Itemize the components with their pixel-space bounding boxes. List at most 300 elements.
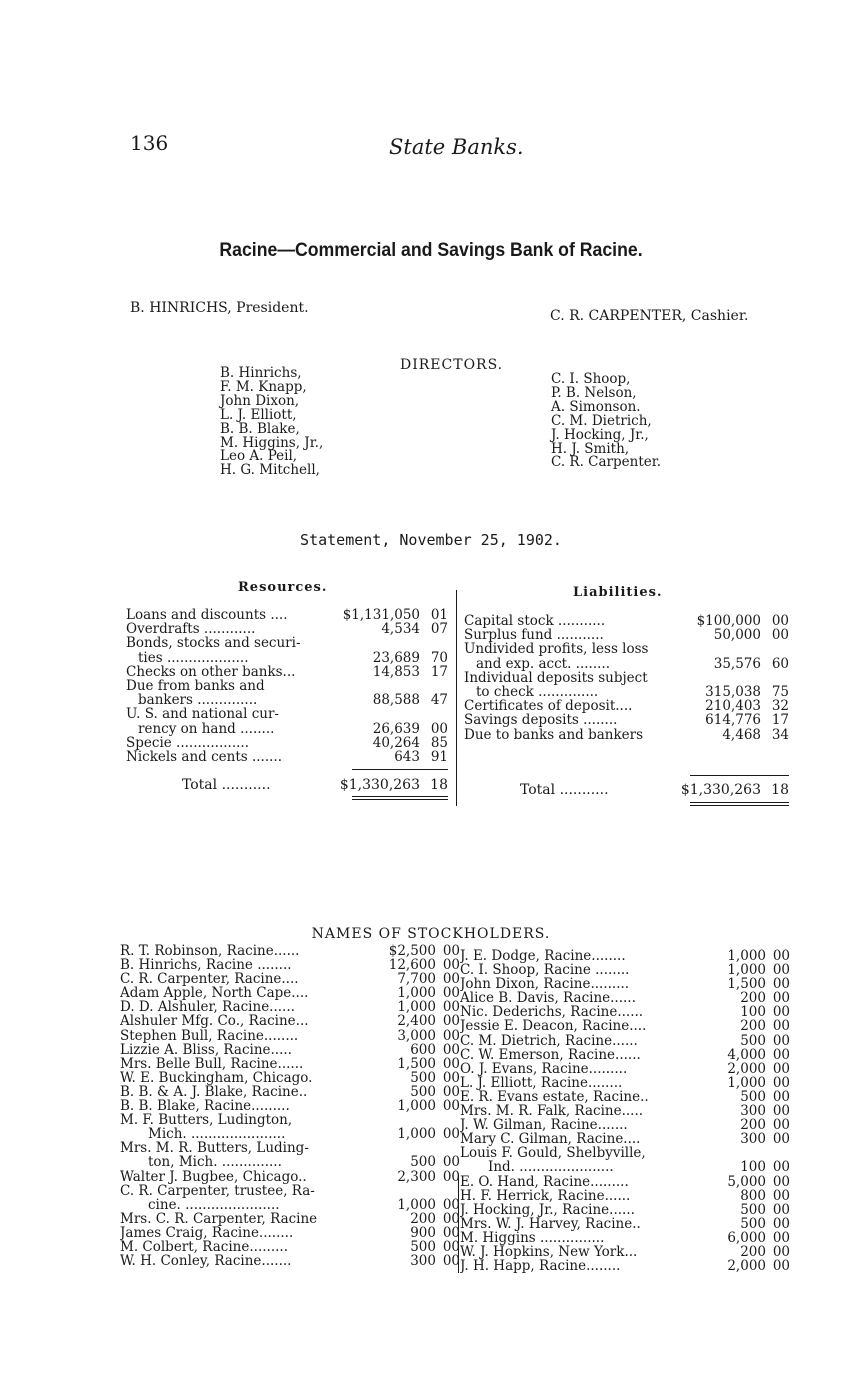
ledger-row (126, 622, 448, 636)
stockholder-cents: 00 (772, 1060, 790, 1077)
stockholder-row (460, 963, 790, 977)
ledger-amount: 23,689 (372, 649, 420, 666)
stockholder-row (120, 1099, 460, 1113)
resources-heading: Resources. (238, 580, 328, 595)
stockholder-name: O. J. Evans, Racine......... (460, 1061, 628, 1076)
stockholder-row (460, 977, 790, 991)
stockholder-amount: 500 (410, 1238, 436, 1255)
ledger-cents: 01 (430, 607, 448, 623)
ledger-cents (761, 642, 789, 656)
ledger-label: Undivided profits, less loss (464, 642, 649, 657)
liabilities-heading: Liabilities. (573, 585, 663, 600)
director-name: B. Hinrichs, (220, 365, 302, 381)
resources-subtotal-rule (352, 769, 448, 770)
ledger-cents: 07 (430, 621, 448, 638)
ledger-amount: 26,639 (372, 720, 420, 737)
stockholder-cents: 00 (442, 943, 460, 959)
ledger-cents: 91 (430, 748, 448, 765)
stockholder-cents (436, 1113, 460, 1127)
ledger-label: Certificates of deposit.... (464, 699, 633, 714)
stockholder-amount: 2,000 (727, 1060, 766, 1077)
stockholder-name: M. Colbert, Racine......... (120, 1239, 288, 1255)
stockholder-amount: 1,000 (397, 985, 436, 1002)
stockholder-cents: 00 (772, 1004, 790, 1021)
ledger-row (126, 651, 448, 665)
stockholder-name: Walter J. Bugbee, Chicago.. (120, 1169, 307, 1184)
ledger-label: Savings deposits ........ (464, 713, 618, 728)
ledger-label: U. S. and national cur- (126, 707, 279, 722)
stockholder-row (460, 1019, 790, 1033)
resources-total-amount: $1,330,263 (339, 777, 420, 793)
stockholder-row (120, 1043, 460, 1057)
stockholder-row (120, 958, 460, 972)
director-name: J. Hocking, Jr., (551, 426, 649, 443)
ledger-amount: 4,468 (722, 726, 761, 743)
stockholder-amount: 2,400 (397, 1013, 436, 1030)
statement-date: Statement, November 25, 1902. (300, 531, 562, 549)
bank-title: Racine—Commercial and Savings Bank of Racine. (219, 240, 643, 261)
stockholder-amount: 200 (740, 990, 766, 1007)
stockholder-row (120, 1254, 460, 1268)
stockholder-name: M. F. Butters, Ludington, (120, 1113, 293, 1128)
stockholder-cents (436, 1141, 460, 1155)
resources-table (126, 608, 448, 764)
stockholder-amount: 4,000 (727, 1046, 766, 1063)
stockholder-name: C. W. Emerson, Racine...... (460, 1047, 641, 1062)
stockholder-amount (374, 1184, 436, 1198)
stockholder-cents: 00 (442, 1083, 460, 1100)
stockholder-amount: 5,000 (727, 1173, 766, 1190)
stockholder-row (120, 1141, 460, 1155)
ledger-amount (324, 707, 420, 721)
director-name: M. Higgins, Jr., (220, 434, 324, 451)
liabilities-total-label: Total ........... (520, 782, 609, 798)
director-name: H. G. Mitchell, (220, 462, 320, 479)
stockholder-amount: 100 (740, 1004, 766, 1021)
stockholder-row (120, 986, 460, 1000)
stockholder-amount: 300 (410, 1253, 436, 1270)
ledger-row (464, 614, 789, 628)
page-number: 136 (130, 131, 169, 155)
ledger-amount: 40,264 (372, 734, 420, 751)
stockholder-amount: 500 (410, 1154, 436, 1171)
ledger-label: Surplus fund ........... (464, 628, 604, 643)
stockholder-row (460, 949, 790, 963)
resources-total (182, 777, 448, 793)
stockholder-row (120, 1212, 460, 1226)
ledger-row (464, 642, 789, 656)
ledger-amount: $1,131,050 (342, 607, 420, 623)
stockholder-cents: 00 (772, 962, 790, 979)
ledger-row (464, 685, 789, 699)
stockholder-row (120, 1113, 460, 1127)
ledger-amount: 315,038 (705, 683, 761, 700)
ledger-label: and exp. acct. ........ (476, 656, 611, 671)
stockholder-cents: 00 (772, 1117, 790, 1134)
ledger-label: Bonds, stocks and securi- (126, 636, 301, 651)
stockholder-amount: 2,300 (397, 1168, 436, 1185)
stockholder-name: C. R. Carpenter, trustee, Ra- (120, 1183, 315, 1198)
stockholder-name: John Dixon, Racine......... (460, 977, 630, 992)
ledger-row (126, 693, 448, 707)
stockholder-row (460, 1062, 790, 1076)
stockholder-name: Alshuler Mfg. Co., Racine... (120, 1014, 309, 1029)
stockholder-name: C. R. Carpenter, Racine.... (120, 972, 299, 987)
stockholder-cents: 00 (772, 1173, 790, 1190)
stockholder-row (460, 1203, 790, 1217)
stockholder-name: Mrs. C. R. Carpenter, Racine (120, 1211, 318, 1226)
stockholder-cents: 00 (772, 1159, 790, 1176)
stockholder-name: B. Hinrichs, Racine ........ (120, 958, 292, 973)
director-name: C. I. Shoop, (551, 371, 631, 387)
president-line: B. HINRICHS, President. (130, 300, 309, 316)
ledger-row (126, 636, 448, 650)
stockholder-cents: 00 (442, 1253, 460, 1270)
resources-total-label: Total ........... (182, 777, 271, 793)
stockholder-cents: 00 (442, 1027, 460, 1044)
ledger-label: rency on hand ........ (138, 721, 275, 736)
stockholders-divider (458, 1175, 459, 1273)
directors-right-list (551, 373, 661, 470)
stockholder-name: Alice B. Davis, Racine...... (460, 991, 636, 1006)
ledger-cents: 60 (771, 655, 789, 672)
ledger-cents: 00 (771, 627, 789, 644)
ledger-amount: 643 (394, 748, 420, 765)
ledger-label: Overdrafts ............ (126, 622, 256, 637)
director-name: B. B. Blake, (220, 420, 300, 437)
stockholder-name: C. M. Dietrich, Racine...... (460, 1033, 638, 1048)
ledger-row (464, 671, 789, 685)
ledger-amount (324, 636, 420, 650)
stockholder-name: Ind. ...................... (488, 1160, 614, 1175)
ledger-cents: 75 (771, 683, 789, 700)
director-name: C. M. Dietrich, (551, 412, 652, 429)
ledger-cents: 17 (771, 712, 789, 729)
stockholder-amount: $2,500 (388, 943, 436, 959)
stockholder-cents: 00 (772, 1258, 790, 1275)
ledger-amount (665, 642, 761, 656)
stockholder-row (120, 1071, 460, 1085)
stockholder-cents: 00 (442, 985, 460, 1002)
stockholder-amount: 7,700 (397, 971, 436, 988)
stockholder-cents: 00 (772, 1215, 790, 1232)
stockholder-amount: 500 (740, 1215, 766, 1232)
stockholder-amount: 200 (740, 1243, 766, 1260)
liabilities-total (520, 782, 789, 798)
ledger-cents: 47 (430, 692, 448, 709)
stockholder-cents: 00 (442, 1098, 460, 1115)
ledger-cents (420, 679, 448, 693)
ledger-cents: 00 (430, 720, 448, 737)
stockholder-row (120, 1000, 460, 1014)
cashier-line: C. R. CARPENTER, Cashier. (550, 308, 749, 324)
stockholder-name: M. Higgins ............... (460, 1230, 605, 1245)
stockholder-row (120, 972, 460, 986)
stockholder-cents: 00 (772, 1074, 790, 1091)
stockholder-name: cine. ...................... (148, 1197, 280, 1212)
stockholder-row (460, 1259, 790, 1273)
stockholder-row (460, 1175, 790, 1189)
ledger-amount: 210,403 (705, 698, 761, 715)
stockholder-cents: 00 (772, 948, 790, 964)
stockholder-amount: 2,000 (727, 1258, 766, 1275)
stockholder-row (460, 1160, 790, 1174)
stockholder-cents: 00 (772, 1046, 790, 1063)
director-name: P. B. Nelson, (551, 384, 637, 401)
resources-total-double-rule-2 (352, 799, 448, 800)
stockholder-cents: 00 (442, 1154, 460, 1171)
stockholder-row (460, 1245, 790, 1259)
stockholder-amount: 1,000 (397, 1196, 436, 1213)
stockholder-cents: 00 (772, 1131, 790, 1148)
stockholder-row (120, 1127, 460, 1141)
stockholder-name: Mrs. Belle Bull, Racine...... (120, 1056, 304, 1071)
ledger-label: Specie ................. (126, 735, 249, 750)
stockholder-cents (766, 1146, 790, 1160)
stockholder-row (460, 1146, 790, 1160)
stockholder-name: J. W. Gilman, Racine....... (460, 1118, 628, 1133)
stockholder-name: W. E. Buckingham, Chicago. (120, 1070, 313, 1085)
stockholder-cents: 00 (772, 1088, 790, 1105)
ledger-row (126, 722, 448, 736)
stockholder-amount: 200 (740, 1117, 766, 1134)
ledger-cents (761, 671, 789, 685)
ledger-label: to check .............. (476, 684, 599, 700)
stockholder-name: B. B. Blake, Racine......... (120, 1099, 290, 1114)
stockholder-row (460, 1048, 790, 1062)
stockholder-cents: 00 (442, 971, 460, 988)
stockholder-amount: 500 (740, 1088, 766, 1105)
stockholder-name: Jessie E. Deacon, Racine.... (460, 1019, 647, 1034)
directors-heading: DIRECTORS. (400, 357, 504, 373)
ledger-label: bankers .............. (138, 693, 258, 708)
stockholder-name: E. R. Evans estate, Racine.. (460, 1089, 649, 1105)
stockholder-cents: 00 (772, 1187, 790, 1204)
stockholder-row (120, 1170, 460, 1184)
ledger-cents (420, 707, 448, 721)
stockholder-name: J. H. Happ, Racine........ (460, 1259, 621, 1274)
stockholder-amount: 900 (410, 1224, 436, 1241)
stockholder-cents: 00 (772, 1103, 790, 1120)
stockholder-name: L. J. Elliott, Racine........ (460, 1075, 623, 1090)
stockholder-name: J. Hocking, Jr., Racine...... (460, 1202, 635, 1217)
stockholder-row (460, 1076, 790, 1090)
stockholders-left-table (120, 944, 460, 1268)
stockholder-cents: 00 (442, 1238, 460, 1255)
stockholder-amount: 300 (740, 1103, 766, 1120)
liabilities-total-double-rule-2 (690, 805, 789, 806)
ledger-amount (665, 671, 761, 685)
stockholder-cents: 00 (442, 1013, 460, 1030)
ledger-row (126, 679, 448, 693)
stockholder-amount: 600 (410, 1041, 436, 1058)
director-name: A. Simonson. (551, 398, 641, 415)
stockholder-row (460, 1005, 790, 1019)
stockholder-amount: 200 (740, 1018, 766, 1035)
stockholder-cents: 00 (442, 999, 460, 1016)
ledger-cents (420, 636, 448, 650)
stockholder-name: Nic. Dederichs, Racine...... (460, 1005, 644, 1020)
director-name: John Dixon, (220, 392, 300, 409)
ledger-label: Individual deposits subject (464, 670, 648, 685)
stockholders-heading: NAMES OF STOCKHOLDERS. (311, 926, 551, 942)
stockholder-name: D. D. Alshuler, Racine...... (120, 1000, 295, 1015)
stockholder-row (460, 1090, 790, 1104)
stockholder-name: W. H. Conley, Racine....... (120, 1254, 292, 1269)
stockholder-row (460, 1034, 790, 1048)
ledger-cents: 00 (771, 613, 789, 629)
stockholder-row (460, 1217, 790, 1231)
stockholder-amount: 800 (740, 1187, 766, 1204)
liabilities-total-double-rule (690, 802, 789, 803)
ledger-row (464, 713, 789, 727)
stockholder-row (460, 1189, 790, 1203)
ledger-cents: 17 (430, 663, 448, 680)
stockholder-amount: 1,000 (397, 1098, 436, 1115)
stockholder-cents: 00 (442, 957, 460, 974)
ledger-cents: 85 (430, 734, 448, 751)
stockholder-cents: 00 (442, 1069, 460, 1086)
stockholder-name: H. F. Herrick, Racine...... (460, 1188, 631, 1203)
stockholder-amount: 6,000 (727, 1229, 766, 1246)
director-name: H. J. Smith, (551, 440, 630, 457)
stockholder-row (120, 1057, 460, 1071)
ledger-label: Capital stock ........... (464, 614, 606, 629)
stockholder-row (120, 1014, 460, 1028)
ledger-row (126, 736, 448, 750)
stockholder-row (120, 1029, 460, 1043)
liabilities-total-amount: $1,330,263 (680, 782, 761, 798)
ledger-label: Nickels and cents ....... (126, 749, 283, 765)
directors-left-list (220, 367, 323, 478)
stockholder-row (120, 1198, 460, 1212)
stockholder-amount: 1,500 (397, 1055, 436, 1072)
stockholder-amount: 12,600 (388, 957, 436, 974)
stockholder-amount: 1,000 (397, 999, 436, 1016)
director-name: Leo A. Peil, (220, 448, 298, 465)
ledger-amount: 14,853 (372, 663, 420, 680)
stockholder-name: W. J. Hopkins, New York... (460, 1244, 638, 1260)
stockholder-amount: 1,000 (727, 962, 766, 979)
stockholder-cents (436, 1184, 460, 1198)
ledger-row (126, 608, 448, 622)
stockholder-amount (374, 1113, 436, 1127)
stockholder-name: Mrs. M. R. Falk, Racine..... (460, 1104, 644, 1119)
stockholder-cents: 00 (772, 1018, 790, 1035)
ledger-row (464, 628, 789, 642)
liabilities-subtotal-rule (690, 775, 789, 776)
stockholder-amount: 300 (740, 1131, 766, 1148)
stockholder-row (460, 1231, 790, 1245)
stockholder-cents: 00 (442, 1168, 460, 1185)
ledger-row (464, 728, 789, 742)
stockholder-amount: 200 (410, 1210, 436, 1227)
stockholder-amount (696, 1146, 766, 1160)
director-name: F. M. Knapp, (220, 378, 307, 395)
ledger-label: ties ................... (138, 650, 249, 665)
ledger-row (464, 657, 789, 671)
ledger-row (464, 699, 789, 713)
ledger-cents: 70 (430, 649, 448, 666)
ledger-amount: 614,776 (705, 712, 761, 729)
stockholder-name: Stephen Bull, Racine........ (120, 1028, 299, 1043)
column-divider (456, 590, 457, 806)
director-name: C. R. Carpenter. (551, 454, 662, 471)
stockholder-cents: 00 (442, 1126, 460, 1143)
stockholder-cents: 00 (442, 1055, 460, 1072)
ledger-amount: 35,576 (713, 655, 761, 672)
stockholder-cents: 00 (772, 1032, 790, 1049)
ledger-cents: 32 (771, 698, 789, 715)
ledger-row (126, 750, 448, 764)
stockholder-amount: 1,500 (727, 976, 766, 993)
stockholder-name: ton, Mich. .............. (148, 1155, 282, 1170)
stockholder-row (460, 991, 790, 1005)
ledger-label: Loans and discounts .... (126, 608, 288, 623)
liabilities-total-cents: 18 (771, 782, 789, 798)
running-head: State Banks. (389, 135, 524, 159)
stockholder-name: J. E. Dodge, Racine........ (460, 949, 626, 964)
stockholder-amount: 1,000 (727, 948, 766, 964)
ledger-row (126, 707, 448, 721)
stockholder-cents: 00 (772, 1243, 790, 1260)
stockholder-name: James Craig, Racine........ (120, 1225, 294, 1240)
ledger-amount: $100,000 (696, 613, 761, 629)
director-name: L. J. Elliott, (220, 406, 297, 423)
stockholder-row (120, 1155, 460, 1169)
stockholder-name: Louis F. Gould, Shelbyville, (460, 1146, 646, 1161)
stockholder-row (120, 944, 460, 958)
stockholder-amount: 3,000 (397, 1027, 436, 1044)
stockholder-amount: 100 (740, 1159, 766, 1176)
stockholder-name: Adam Apple, North Cape.... (120, 986, 309, 1001)
stockholder-name: Mary C. Gilman, Racine.... (460, 1132, 641, 1147)
ledger-cents: 34 (771, 726, 789, 743)
stockholder-cents: 00 (772, 1229, 790, 1246)
resources-total-cents: 18 (430, 777, 448, 793)
ledger-row (126, 665, 448, 679)
stockholder-row (120, 1184, 460, 1198)
stockholder-cents: 00 (772, 990, 790, 1007)
stockholder-name: Mrs. M. R. Butters, Luding- (120, 1141, 309, 1156)
ledger-label: Due to banks and bankers (464, 727, 644, 742)
stockholder-name: Mich. ...................... (148, 1127, 286, 1142)
ledger-label: Checks on other banks... (126, 664, 296, 679)
stockholder-cents: 00 (442, 1041, 460, 1058)
stockholder-row (460, 1132, 790, 1146)
stockholder-name: E. O. Hand, Racine......... (460, 1174, 629, 1189)
stockholder-amount: 500 (410, 1069, 436, 1086)
stockholder-name: Lizzie A. Bliss, Racine..... (120, 1042, 292, 1057)
stockholder-cents: 00 (442, 1196, 460, 1213)
stockholder-amount: 500 (740, 1032, 766, 1049)
stockholders-right-table (460, 949, 790, 1273)
stockholder-row (460, 1104, 790, 1118)
stockholder-name: B. B. & A. J. Blake, Racine.. (120, 1084, 308, 1100)
ledger-amount: 50,000 (713, 627, 761, 644)
stockholder-amount: 500 (740, 1201, 766, 1218)
stockholder-amount (374, 1141, 436, 1155)
stockholder-cents: 00 (772, 976, 790, 993)
liabilities-table (464, 614, 789, 742)
stockholder-cents: 00 (772, 1201, 790, 1218)
stockholder-amount: 500 (410, 1083, 436, 1100)
ledger-amount (324, 679, 420, 693)
stockholder-cents: 00 (442, 1210, 460, 1227)
stockholder-amount: 1,000 (397, 1126, 436, 1143)
stockholder-row (120, 1085, 460, 1099)
stockholder-row (460, 1118, 790, 1132)
